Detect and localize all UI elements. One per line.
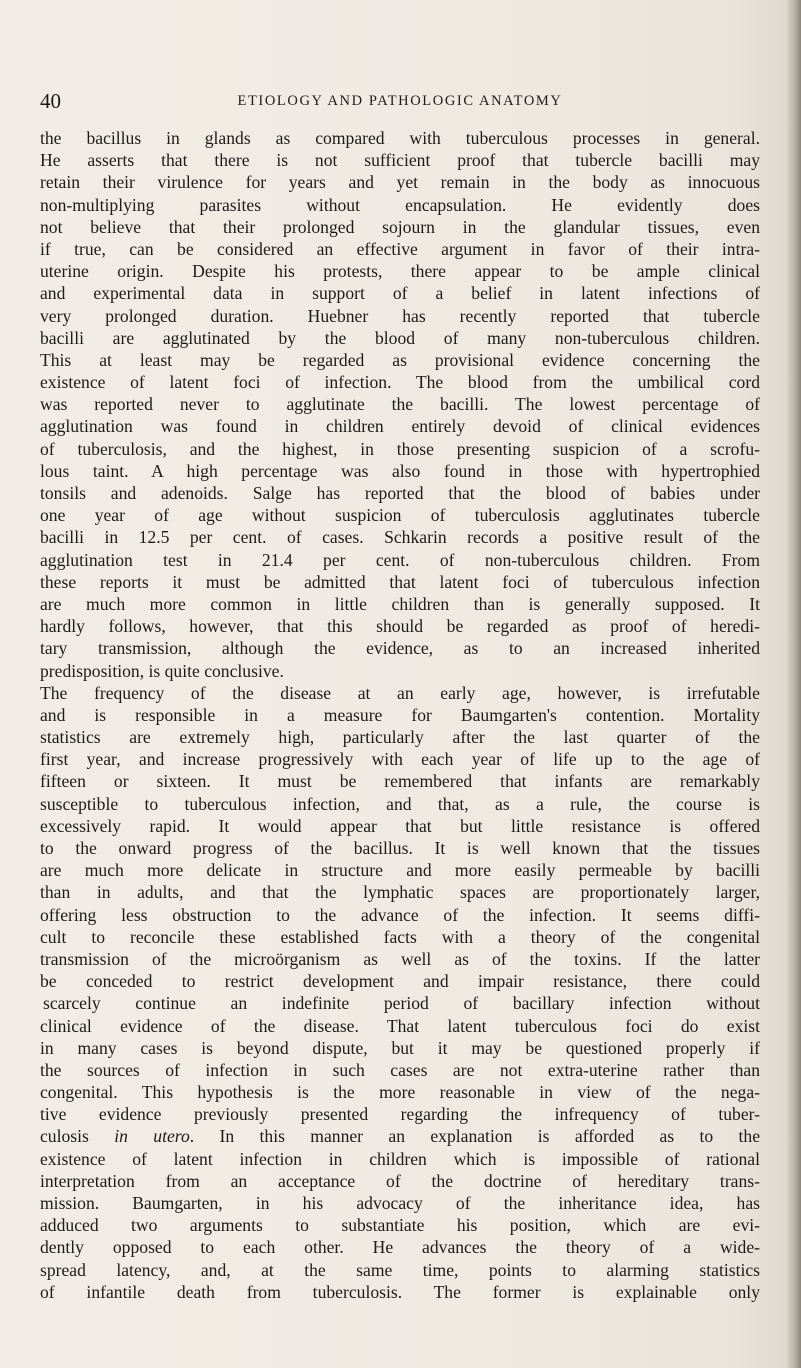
text-line: tonsils and adenoids. Salge has reported that the blood of babies under	[40, 483, 760, 503]
text-line: clinical evidence of the disease. That latent tuberculous foci do exist	[40, 1015, 760, 1036]
text-line: agglutination was found in children entirely devoid of clinical evidences	[40, 416, 760, 437]
text-line: are much more common in little children than is generally supposed. It	[40, 593, 760, 614]
page-header	[40, 89, 760, 113]
text-line: tary transmission, although the evidence, as to an increased inherited	[40, 638, 760, 659]
text-line: than in adults, and that the lymphatic spaces are proportionately larger,	[40, 882, 760, 903]
text-run: . In this manner an explanation is afforded as to the	[189, 1126, 760, 1147]
text-line: very prolonged duration. Huebner has recently reported that tubercle	[40, 305, 760, 326]
text-run: culosis	[40, 1126, 89, 1147]
italic-phrase: in utero	[114, 1126, 190, 1147]
text-line: one year of age without suspicion of tuberculosis agglutinates tubercle	[40, 505, 760, 526]
text-line: these reports it must be admitted that latent foci of tuberculous infection	[40, 571, 760, 592]
text-line: of tuberculosis, and the highest, in those presenting suspicion of a scrofu-	[40, 438, 760, 459]
text-line: spread latency, and, at the same time, points to alarming statistics	[40, 1259, 760, 1280]
text-line: non-multiplying parasites without encapsulation. He evidently does	[40, 194, 760, 215]
text-line: dently opposed to each other. He advances the theory of a wide-	[40, 1237, 760, 1258]
text-line-paragraph-end: predisposition, is quite conclusive.	[40, 660, 284, 681]
body-text	[40, 127, 760, 1303]
text-line: and experimental data in support of a belief in latent infections of	[40, 283, 760, 304]
text-line: existence of latent foci of infection. The blood from the umbilical cord	[40, 372, 760, 393]
text-line: the sources of infection in such cases are not extra-uterine rather than	[40, 1059, 760, 1080]
text-line: are much more delicate in structure and more easily permeable by bacilli	[40, 860, 760, 881]
text-line: bacilli in 12.5 per cent. of cases. Schkarin records a positive result of the	[40, 527, 760, 548]
text-line: offering less obstruction to the advance of the infection. It seems diffi-	[40, 904, 760, 925]
text-line: not believe that their prolonged sojourn in the glandular tissues, even	[40, 216, 760, 237]
text-line: statistics are extremely high, particularly after the last quarter of the	[40, 727, 760, 748]
text-line-paragraph-start: The frequency of the disease at an early age, however, is irrefutable	[40, 682, 760, 703]
text-line: bacilli are agglutinated by the blood of many non-tuberculous children.	[40, 327, 760, 348]
text-line: lous taint. A high percentage was also found in those with hypertrophied	[40, 460, 760, 481]
text-line: of infantile death from tuberculosis. The former is explainable only	[40, 1281, 760, 1302]
text-line: This at least may be regarded as provisional evidence concerning the	[40, 349, 760, 370]
text-line: transmission of the microörganism as well as of the toxins. If the latter	[40, 948, 760, 969]
text-line: in many cases is beyond dispute, but it may be questioned properly if	[40, 1037, 760, 1058]
text-line-with-italic	[40, 1125, 760, 1147]
text-line: first year, and increase progressively with each year of life up to the age of	[40, 749, 760, 770]
text-line: hardly follows, however, that this should be regarded as proof of heredi-	[40, 616, 760, 637]
text-line: excessively rapid. It would appear that but little resistance is offered	[40, 815, 760, 836]
page-edge-shadow	[787, 0, 801, 1368]
text-line: if true, can be considered an effective argument in favor of their intra-	[40, 238, 760, 259]
text-line: adduced two arguments to substantiate his position, which are evi-	[40, 1215, 760, 1236]
text-line: mission. Baumgarten, in his advocacy of the inheritance idea, has	[40, 1193, 760, 1213]
text-line: the bacillus in glands as compared with tuberculous processes in general.	[40, 128, 760, 148]
text-line: retain their virulence for years and yet remain in the body as innocuous	[40, 172, 760, 193]
text-line: existence of latent infection in children which is impossible of rational	[40, 1148, 760, 1169]
running-head: ETIOLOGY AND PATHOLOGIC ANATOMY	[237, 93, 563, 109]
text-line: cult to reconcile these established facts with a theory of the congenital	[40, 926, 760, 947]
text-line: congenital. This hypothesis is the more reasonable in view of the nega-	[40, 1082, 760, 1103]
text-line: interpretation from an acceptance of the doctrine of hereditary trans-	[40, 1170, 760, 1191]
page-number: 40	[40, 89, 61, 113]
text-line: and is responsible in a measure for Baumgarten's contention. Mortality	[40, 704, 760, 725]
text-line: was reported never to agglutinate the bacilli. The lowest percentage of	[40, 394, 760, 415]
text-line: susceptible to tuberculous infection, and that, as a rule, the course is	[40, 793, 760, 814]
text-line: be conceded to restrict development and impair resistance, there could	[40, 971, 760, 992]
text-line: uterine origin. Despite his protests, there appear to be ample clinical	[40, 261, 760, 282]
text-line: He asserts that there is not sufficient proof that tubercle bacilli may	[40, 150, 760, 171]
text-line: to the onward progress of the bacillus. It is well known that the tissues	[40, 838, 760, 858]
text-line: agglutination test in 21.4 per cent. of non-tuberculous children. From	[40, 549, 760, 570]
text-line: fifteen or sixteen. It must be remembered that infants are remarkably	[40, 771, 760, 792]
text-line: scarcely continue an indefinite period of bacillary infection without	[43, 993, 760, 1014]
text-line: tive evidence previously presented regarding the infrequency of tuber-	[40, 1104, 760, 1125]
